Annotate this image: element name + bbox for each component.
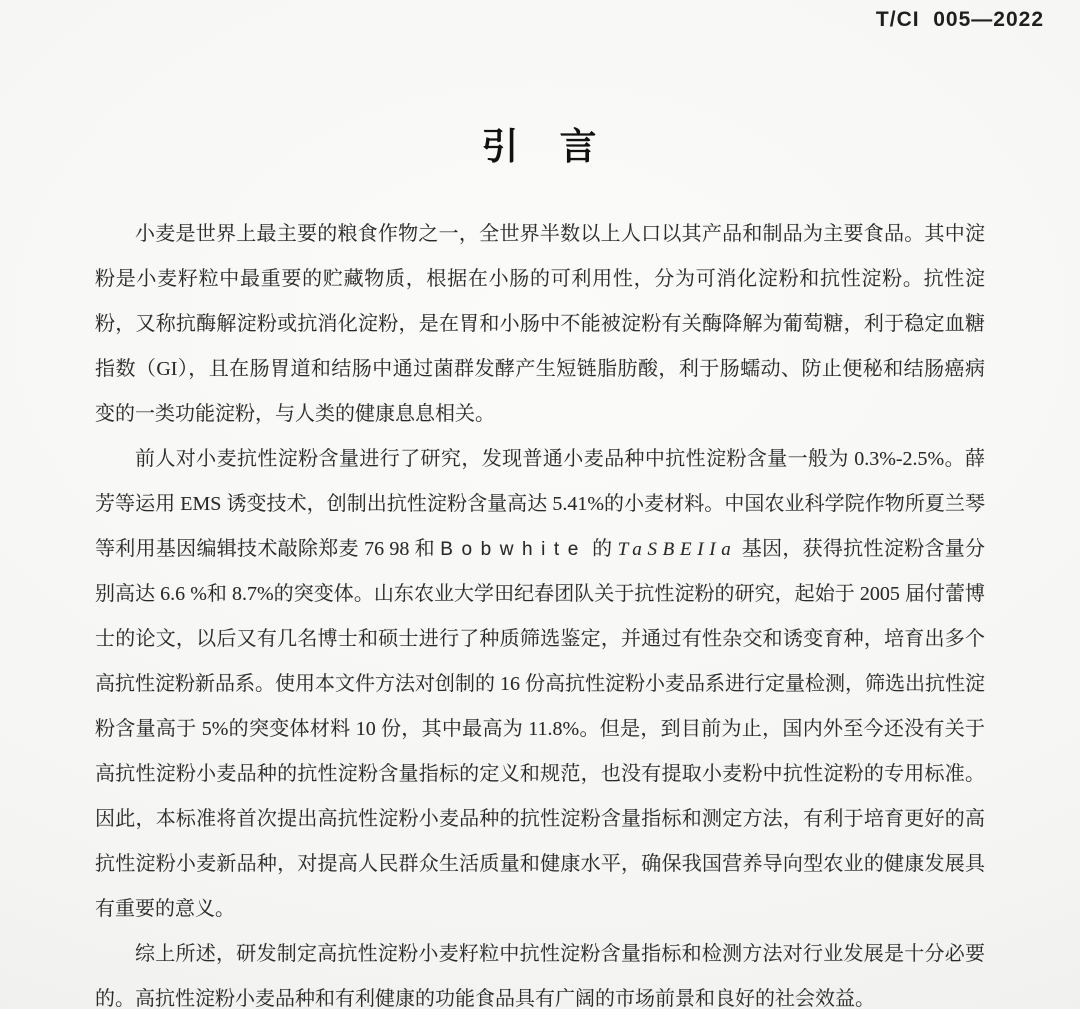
body-text [95,212,985,1022]
paragraph [95,212,985,437]
text-segment: TaSBEIIa [617,539,737,560]
text-segment: 基因，获得抗性淀粉含量分别高达 6.6 %和 8.7%的突变体。山东农业大学田纪春团队关于抗性淀粉的研究，起始于 2005 届付蕾博士的论文，以后又有几名博士和硕士进行了种质筛选鉴定，并通过有性杂交和诱变育种，培育出多个高抗性淀粉新品系。使用本文件方法对创制的 16 份高抗性淀粉小麦品系进行定量检测，筛选出抗性淀粉含量高于 5%的突变体材料 10 份，其中最高为 11.8%。但是，到目前为止，国内外至今还没有关于高抗性淀粉小麦品种的抗性淀粉含量指标的定义和规范，也没有提取小麦粉中抗性淀粉的专用标准。因此，本标准将首次提出高抗性淀粉小麦品种的抗性淀粉含量指标和测定方法，有利于培育更好的高抗性淀粉小麦新品种，对提高人民群众生活质量和健康水平，确保我国营养导向型农业的健康发展具有重要的意义。 [95,538,986,920]
text-segment: Bobwhite [440,539,587,560]
document-number: T/CI 005—2022 [875,8,1044,31]
text-segment: 前人对小麦抗性淀粉含量进行了研究，发现普通小麦品种中抗性淀粉含量一般为 0.3%-2.5%。薛芳等运用 EMS 诱变技术，创制出抗性淀粉含量高达 5.41%的小麦材料。中国农业科学院作物所夏兰琴等利用基因编辑技术敲除郑麦 76 98 和 [95,448,985,560]
text-segment: 的 [586,538,618,560]
text-segment: 综上所述，研发制定高抗性淀粉小麦籽粒中抗性淀粉含量指标和检测方法对行业发展是十分必要的。高抗性淀粉小麦品种和有利健康的功能食品具有广阔的市场前景和良好的社会效益。 [95,943,985,1010]
page-title: 引 言 [481,126,599,167]
paragraph [95,437,985,932]
text-segment: 小麦是世界上最主要的粮食作物之一，全世界半数以上人口以其产品和制品为主要食品。其中淀粉是小麦籽粒中最重要的贮藏物质，根据在小肠的可利用性，分为可消化淀粉和抗性淀粉。抗性淀粉，又称抗酶解淀粉或抗消化淀粉，是在胃和小肠中不能被淀粉有关酶降解为葡萄糖，利于稳定血糖指数（GI），且在肠胃道和结肠中通过菌群发酵产生短链脂肪酸，利于肠蠕动、防止便秘和结肠癌病变的一类功能淀粉，与人类的健康息息相关。 [95,223,985,425]
